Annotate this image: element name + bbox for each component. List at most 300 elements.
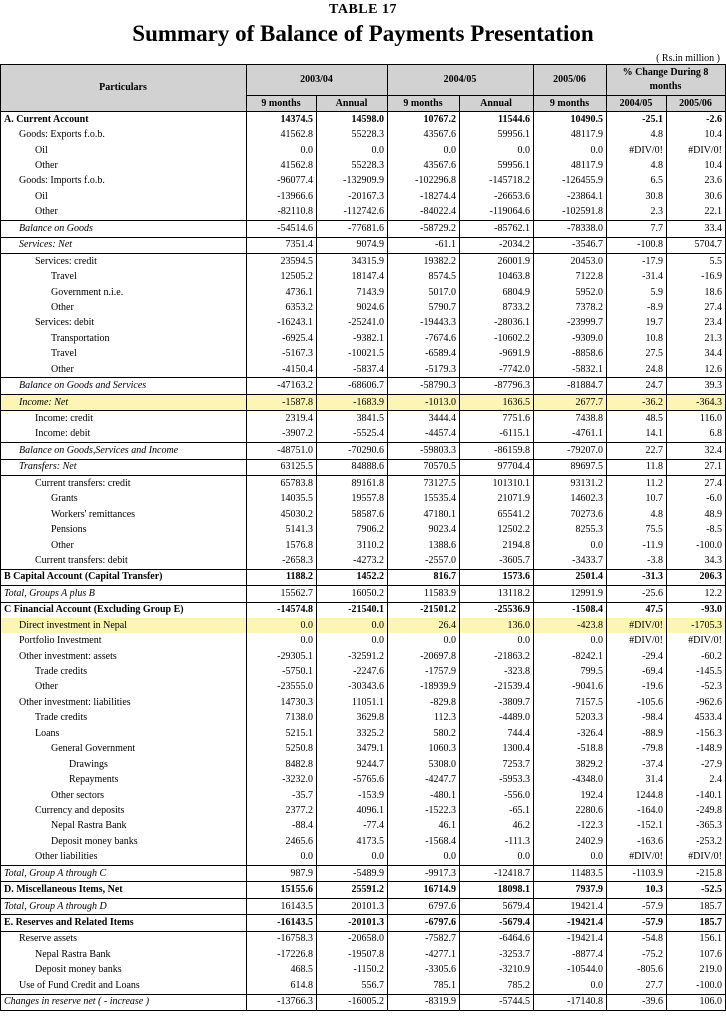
row-value: -249.8 [667,803,726,818]
row-value: 5952.0 [534,285,607,300]
row-label: Pensions [1,522,247,537]
row-value: -10021.5 [317,347,388,362]
row-value: 0.0 [317,143,388,158]
table-row [1,757,726,772]
row-value: 4736.1 [247,285,317,300]
row-value: 12.2 [667,586,726,602]
row-value: 47180.1 [388,507,460,522]
header-change-2005-06: 2005/06 [667,96,726,112]
header-annual: Annual [460,96,534,112]
row-label: Current transfers: credit [1,476,247,492]
row-value: 11483.5 [534,866,607,882]
table-row [1,362,726,378]
row-value: -1150.2 [317,963,388,978]
row-label: Services: credit [1,253,247,269]
row-value: 1188.2 [247,569,317,585]
row-value: -163.6 [607,834,667,849]
row-value: 24.8 [607,362,667,378]
row-value: -100.0 [667,978,726,994]
row-value: 19382.2 [388,253,460,269]
row-value: 0.0 [534,850,607,866]
row-value: 5017.0 [388,285,460,300]
row-value: 0.0 [317,618,388,633]
row-value: -70290.6 [317,443,388,459]
row-label: Income: credit [1,411,247,427]
row-label: Oil [1,189,247,204]
row-value: 4.8 [607,507,667,522]
row-value: -364.3 [667,394,726,410]
table-row [1,772,726,787]
row-value: 5679.4 [460,898,534,914]
row-value: -9382.1 [317,331,388,346]
row-value: 2280.6 [534,803,607,818]
row-value: 5215.1 [247,726,317,741]
row-label: Other sectors [1,788,247,803]
row-value: -81884.7 [534,378,607,394]
row-value: -962.6 [667,695,726,710]
row-value: 73127.5 [388,476,460,492]
row-value: -20101.3 [317,915,388,931]
header-year-2004-05: 2004/05 [388,65,534,96]
page-title: Summary of Balance of Payments Presentation [132,21,594,46]
row-value: 4533.4 [667,711,726,726]
row-value: 25591.2 [317,882,388,898]
table-row [1,586,726,602]
table-row [1,819,726,834]
row-value: 7378.2 [534,300,607,315]
row-label: Nepal Rastra Bank [1,819,247,834]
row-value: 7351.4 [247,237,317,253]
row-value: 12.6 [667,362,726,378]
row-value: 18.6 [667,285,726,300]
row-value: 4173.5 [317,834,388,849]
table-row [1,189,726,204]
row-value: -1705.3 [667,618,726,633]
row-value: 11.8 [607,459,667,475]
table-row [1,221,726,237]
row-value: -20697.8 [388,649,460,664]
row-value: 19557.8 [317,492,388,507]
row-value: -8.9 [607,300,667,315]
row-label: Currency and deposits [1,803,247,818]
row-value: -4348.0 [534,772,607,787]
row-value: -84022.4 [388,205,460,221]
row-value: -6464.6 [460,931,534,947]
table-row [1,411,726,427]
row-value: 0.0 [388,850,460,866]
row-value: -1587.8 [247,394,317,410]
row-value: -326.4 [534,726,607,741]
row-value: 107.6 [667,947,726,962]
row-value: 48117.9 [534,127,607,142]
row-value: -32591.2 [317,649,388,664]
row-label: General Government [1,742,247,757]
table-row [1,978,726,994]
row-value: -1683.9 [317,394,388,410]
table-row [1,143,726,158]
row-value: 75.5 [607,522,667,537]
row-value: -52.3 [667,680,726,695]
row-value: -423.8 [534,618,607,633]
row-value: 2465.6 [247,834,317,849]
row-value: -13966.6 [247,189,317,204]
row-value: 46.1 [388,819,460,834]
row-value: -119064.6 [460,205,534,221]
table-row [1,285,726,300]
table-row [1,253,726,269]
row-value: 0.0 [460,143,534,158]
row-value: 84888.6 [317,459,388,475]
row-value: -122.3 [534,819,607,834]
row-value: 7122.8 [534,269,607,284]
row-value: 8733.2 [460,300,534,315]
row-value: 23594.5 [247,253,317,269]
table-row [1,850,726,866]
row-value: -5765.6 [317,772,388,787]
table-row [1,158,726,173]
row-label: Reserve assets [1,931,247,947]
row-label: Balance on Goods [1,221,247,237]
row-value: 0.0 [388,633,460,648]
row-value: 2501.4 [534,569,607,585]
table-row [1,963,726,978]
row-value: -29.4 [607,649,667,664]
row-value: -19443.3 [388,316,460,331]
row-value: 2402.9 [534,834,607,849]
row-value: -35.7 [247,788,317,803]
row-value: -18939.9 [388,680,460,695]
row-label: Use of Fund Credit and Loans [1,978,247,994]
row-value: -5679.4 [460,915,534,931]
row-value: 9024.6 [317,300,388,315]
row-value: -3253.7 [460,947,534,962]
row-value: -77681.6 [317,221,388,237]
row-value: -102591.8 [534,205,607,221]
row-value: 744.4 [460,726,534,741]
row-label: Oil [1,143,247,158]
row-value: 4.8 [607,127,667,142]
row-value: -7742.0 [460,362,534,378]
row-value: 10463.8 [460,269,534,284]
row-value: -145.5 [667,664,726,679]
row-value: 19421.4 [534,898,607,914]
header-9-months: 9 months [247,96,317,112]
row-label: Transportation [1,331,247,346]
row-value: 26.4 [388,618,460,633]
row-value: -829.8 [388,695,460,710]
row-value: 556.7 [317,978,388,994]
row-value: -28036.1 [460,316,534,331]
row-value: 106.0 [667,994,726,1010]
row-value: 816.7 [388,569,460,585]
row-value: 185.7 [667,898,726,914]
row-value: -148.9 [667,742,726,757]
row-label: Repayments [1,772,247,787]
row-value: -52.5 [667,882,726,898]
row-value: -5489.9 [317,866,388,882]
row-value: 3444.4 [388,411,460,427]
row-value: 136.0 [460,618,534,633]
row-value: 6.5 [607,174,667,189]
row-value: 2194.8 [460,538,534,553]
row-value: -9691.9 [460,347,534,362]
row-value: -25241.0 [317,316,388,331]
row-value: -68606.7 [317,378,388,394]
row-value: 20101.3 [317,898,388,914]
row-value: -145718.2 [460,174,534,189]
row-value: -16243.1 [247,316,317,331]
row-value: -1508.4 [534,602,607,618]
row-value: 14035.5 [247,492,317,507]
row-value: -805.6 [607,963,667,978]
row-value: 12991.9 [534,586,607,602]
row-label: Other investment: liabilities [1,695,247,710]
row-value: 43567.6 [388,158,460,173]
header-percent-change: % Change During 8 months [607,65,726,96]
row-value: 63125.5 [247,459,317,475]
row-value: -365.3 [667,819,726,834]
table-row [1,378,726,394]
table-caption: TABLE 17 [329,2,397,17]
row-value: -3433.7 [534,553,607,569]
row-label: Goods: Exports f.o.b. [1,127,247,142]
row-value: 4.8 [607,158,667,173]
row-label: Total, Group A through C [1,866,247,882]
row-value: -54.8 [607,931,667,947]
table-row [1,316,726,331]
table-row [1,803,726,818]
row-value: -57.9 [607,898,667,914]
row-label: Trade credits [1,664,247,679]
row-value: -323.8 [460,664,534,679]
row-value: 34.4 [667,347,726,362]
row-value: 89697.5 [534,459,607,475]
row-value: 27.1 [667,459,726,475]
row-value: 5704.7 [667,237,726,253]
row-value: #DIV/0! [607,633,667,648]
row-label: E. Reserves and Related Items [1,915,247,931]
table-body [1,112,726,1011]
row-value: -8858.6 [534,347,607,362]
row-value: 9074.9 [317,237,388,253]
table-row [1,331,726,346]
row-label: Loans [1,726,247,741]
table-row [1,882,726,898]
header-year-2005-06: 2005/06 [534,65,607,96]
row-value: -13766.3 [247,994,317,1010]
row-value: 0.0 [534,143,607,158]
row-value: -3.8 [607,553,667,569]
row-value: -140.1 [667,788,726,803]
row-value: 46.2 [460,819,534,834]
row-value: -253.2 [667,834,726,849]
row-value: 39.3 [667,378,726,394]
row-value: #DIV/0! [607,143,667,158]
row-value: 24.7 [607,378,667,394]
row-value: -5953.3 [460,772,534,787]
table-row [1,300,726,315]
row-value: 21071.9 [460,492,534,507]
row-value: 1244.8 [607,788,667,803]
row-value: 15535.4 [388,492,460,507]
row-value: -6.0 [667,492,726,507]
row-value: -7674.6 [388,331,460,346]
table-row [1,788,726,803]
row-value: 7157.5 [534,695,607,710]
row-value: 0.0 [247,618,317,633]
row-label: Portfolio Investment [1,633,247,648]
row-value: -20167.3 [317,189,388,204]
row-label: Trade credits [1,711,247,726]
row-label: Other [1,300,247,315]
row-value: -86159.8 [460,443,534,459]
row-value: -16758.3 [247,931,317,947]
row-value: -58790.3 [388,378,460,394]
row-value: 13118.2 [460,586,534,602]
row-value: 14598.0 [317,112,388,128]
row-label: Drawings [1,757,247,772]
row-value: 30.8 [607,189,667,204]
table-row [1,459,726,475]
row-value: 3829.2 [534,757,607,772]
row-value: 47.5 [607,602,667,618]
row-value: 34315.9 [317,253,388,269]
row-value: 34.3 [667,553,726,569]
row-value: 32.4 [667,443,726,459]
row-value: -37.4 [607,757,667,772]
row-value: 7751.6 [460,411,534,427]
row-value: 11.2 [607,476,667,492]
row-value: -23864.1 [534,189,607,204]
row-value: 55228.3 [317,127,388,142]
table-row [1,538,726,553]
row-value: -17226.8 [247,947,317,962]
row-value: 2.4 [667,772,726,787]
table-row [1,127,726,142]
row-value: -5167.3 [247,347,317,362]
row-value: -4457.4 [388,427,460,443]
row-value: -78338.0 [534,221,607,237]
row-value: 16050.2 [317,586,388,602]
row-label: A. Current Account [1,112,247,128]
header-change-2004-05: 2004/05 [607,96,667,112]
row-value: -48751.0 [247,443,317,459]
row-value: -21540.1 [317,602,388,618]
row-label: Other [1,205,247,221]
row-value: 192.4 [534,788,607,803]
row-value: 10767.2 [388,112,460,128]
row-value: -98.4 [607,711,667,726]
row-value: 31.4 [607,772,667,787]
row-value: 0.0 [247,850,317,866]
row-value: 18147.4 [317,269,388,284]
row-value: 27.7 [607,978,667,994]
row-value: 41562.8 [247,158,317,173]
row-value: -31.3 [607,569,667,585]
row-label: Other [1,680,247,695]
row-value: #DIV/0! [607,850,667,866]
row-value: 799.5 [534,664,607,679]
row-value: 1388.6 [388,538,460,553]
row-value: 112.3 [388,711,460,726]
row-value: 785.2 [460,978,534,994]
row-value: -102296.8 [388,174,460,189]
row-value: -9917.3 [388,866,460,882]
row-label: Current transfers: debit [1,553,247,569]
unit-note: ( Rs.in million ) [656,53,720,64]
row-value: -1568.4 [388,834,460,849]
row-value: 6797.6 [388,898,460,914]
row-value: -1522.3 [388,803,460,818]
row-value: 27.4 [667,300,726,315]
row-label: Nepal Rastra Bank [1,947,247,962]
row-value: -59803.3 [388,443,460,459]
row-value: 14.1 [607,427,667,443]
table-row [1,931,726,947]
row-value: 65541.2 [460,507,534,522]
row-value: 987.9 [247,866,317,882]
row-value: -1103.9 [607,866,667,882]
row-value: 5203.3 [534,711,607,726]
row-value: 1452.2 [317,569,388,585]
row-value: 70570.5 [388,459,460,475]
row-value: -5837.4 [317,362,388,378]
table-row [1,649,726,664]
row-value: 21.3 [667,331,726,346]
row-value: 19.7 [607,316,667,331]
row-value: -12418.7 [460,866,534,882]
row-label: Other liabilities [1,850,247,866]
row-label: Travel [1,269,247,284]
row-label: Transfers: Net [1,459,247,475]
bop-table [0,64,726,1011]
row-value: -79.8 [607,742,667,757]
row-label: Balance on Goods,Services and Income [1,443,247,459]
row-value: -5525.4 [317,427,388,443]
row-value: -88.4 [247,819,317,834]
table-row [1,174,726,189]
row-label: Income: debit [1,427,247,443]
row-value: -8.5 [667,522,726,537]
table-row [1,633,726,648]
row-value: 59956.1 [460,127,534,142]
row-value: -96077.4 [247,174,317,189]
row-value: -3232.0 [247,772,317,787]
row-value: -4489.0 [460,711,534,726]
row-label: Deposit money banks [1,834,247,849]
row-value: 4096.1 [317,803,388,818]
row-value: -112742.6 [317,205,388,221]
row-value: 41562.8 [247,127,317,142]
row-label: Other [1,362,247,378]
row-value: -480.1 [388,788,460,803]
row-value: 116.0 [667,411,726,427]
row-value: -215.8 [667,866,726,882]
row-value: 0.0 [460,633,534,648]
row-value: -20658.0 [317,931,388,947]
row-value: 785.1 [388,978,460,994]
row-value: 5308.0 [388,757,460,772]
row-value: -26653.6 [460,189,534,204]
row-value: 0.0 [317,633,388,648]
row-value: #DIV/0! [607,618,667,633]
row-label: C Financial Account (Excluding Group E) [1,602,247,618]
row-value: 14374.5 [247,112,317,128]
row-value: -17.9 [607,253,667,269]
row-value: 8255.3 [534,522,607,537]
row-value: -9041.6 [534,680,607,695]
row-value: -69.4 [607,664,667,679]
